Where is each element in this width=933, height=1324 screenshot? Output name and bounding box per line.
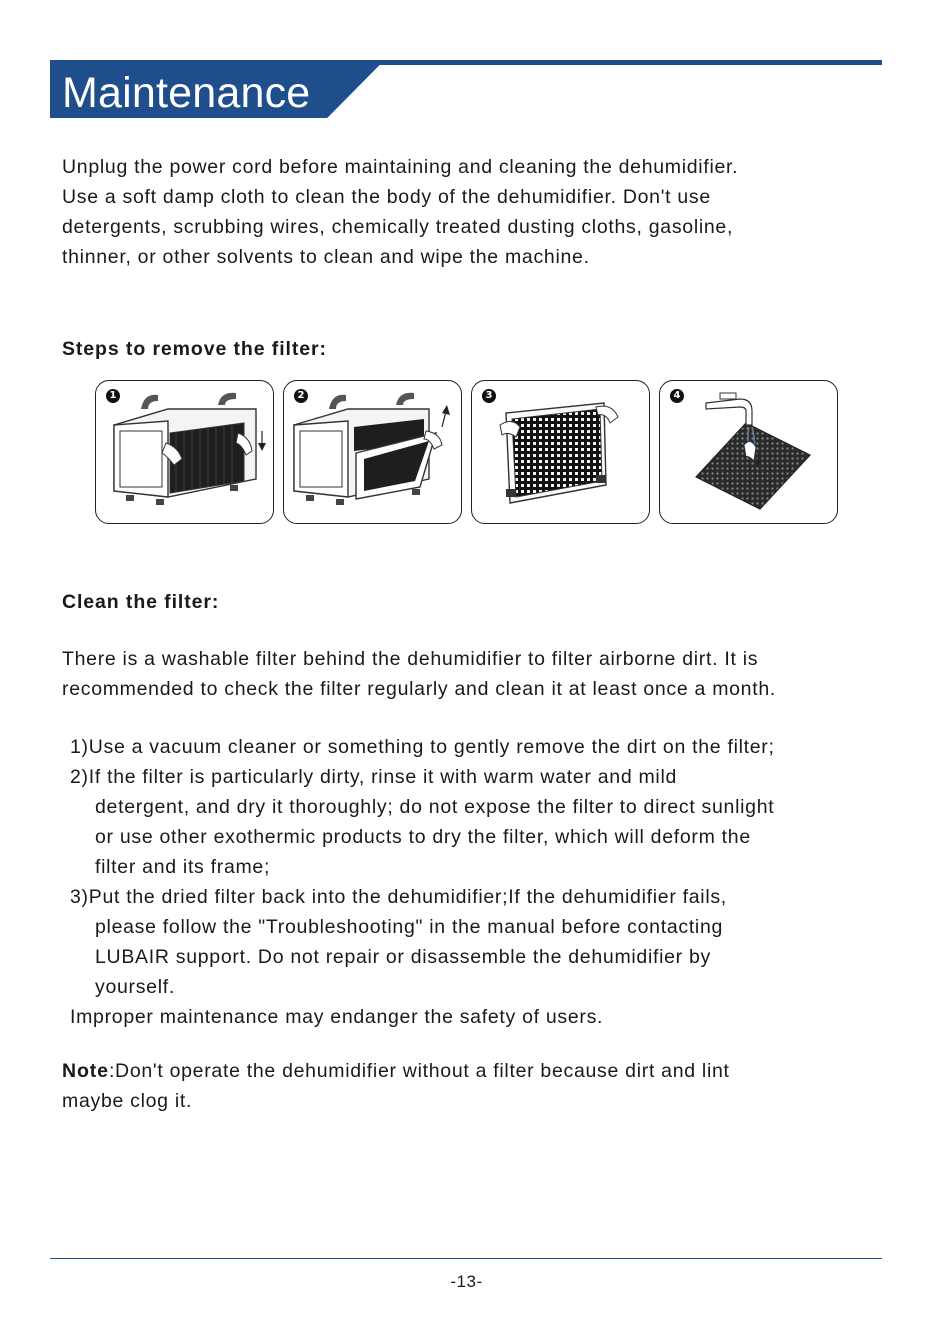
list-item: 2)If the filter is particularly dirty, rinse it with warm water and mild: [70, 766, 678, 788]
warning-line: Improper maintenance may endanger the safety of users.: [70, 1006, 604, 1028]
page-number: -13-: [450, 1272, 483, 1291]
note-label: Note: [62, 1060, 109, 1082]
faucet-rinse-filter-icon: [660, 381, 838, 524]
list-item: 3)Put the dried filter back into the dehumidifier;If the dehumidifier fails,: [70, 886, 727, 908]
step-number: 1: [106, 389, 120, 403]
note-text-continued: maybe clog it.: [62, 1090, 193, 1112]
list-item-continuation: filter and its frame;: [95, 856, 271, 878]
dehumidifier-filter-cover-down-icon: [96, 381, 274, 524]
step-number: 2: [294, 389, 308, 403]
list-item-continuation: LUBAIR support. Do not repair or disassemble the dehumidifier by: [95, 946, 711, 968]
step-4-panel: [659, 380, 838, 524]
list-item-continuation: or use other exothermic products to dry the filter, which will deform the: [95, 826, 751, 848]
intro-line: detergents, scrubbing wires, chemically treated dusting cloths, gasoline,: [62, 216, 734, 238]
note-text: :Don't operate the dehumidifier without a filter because dirt and lint: [108, 1060, 730, 1082]
clean-heading: Clean the filter:: [62, 591, 220, 613]
step-2-panel: [283, 380, 462, 524]
step-number: 3: [482, 389, 496, 403]
intro-line: Unplug the power cord before maintaining and cleaning the dehumidifier.: [62, 156, 739, 178]
header-rule: [352, 60, 882, 65]
step-number: 4: [670, 389, 684, 403]
intro-line: thinner, or other solvents to clean and wipe the machine.: [62, 246, 590, 268]
dehumidifier-filter-pull-out-icon: [284, 381, 462, 524]
list-item: 1)Use a vacuum cleaner or something to gently remove the dirt on the filter;: [70, 736, 775, 758]
steps-heading: Steps to remove the filter:: [62, 338, 327, 360]
cleaning-instructions: [70, 732, 775, 1032]
step-1-panel: [95, 380, 274, 524]
note-paragraph: [62, 1056, 862, 1116]
clean-line: There is a washable filter behind the dehumidifier to filter airborne dirt. It is: [62, 648, 759, 670]
list-item-continuation: yourself.: [95, 976, 175, 998]
filter-removal-steps: [95, 380, 840, 526]
list-item-continuation: detergent, and dry it thoroughly; do not expose the filter to direct sunlight: [95, 796, 775, 818]
clean-line: recommended to check the filter regularly and clean it at least once a month.: [62, 678, 777, 700]
list-item-continuation: please follow the "Troubleshooting" in the manual before contacting: [95, 916, 724, 938]
intro-line: Use a soft damp cloth to clean the body of the dehumidifier. Don't use: [62, 186, 711, 208]
page-title: Maintenance: [62, 69, 311, 117]
footer-rule: [50, 1258, 882, 1259]
step-3-panel: [471, 380, 650, 524]
filter-frame-icon: [472, 381, 650, 524]
